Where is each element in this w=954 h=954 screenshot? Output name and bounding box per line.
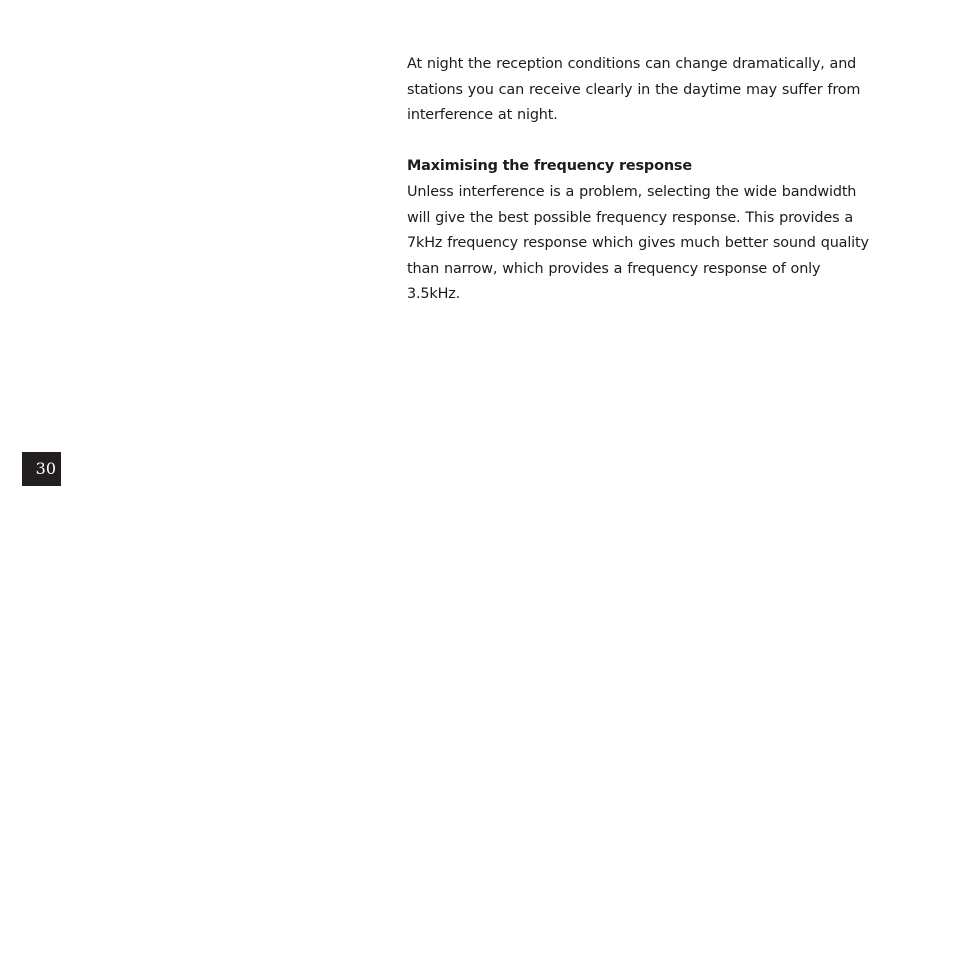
section-body: Unless interference is a problem, selecting the wide bandwidth will give the best possible frequency response. This provides a 7kHz frequency response which gives much better sound quality than narrow, which provides a frequency response of only 3.5kHz. [407, 183, 869, 303]
main-text-column [407, 52, 877, 308]
section-heading: Maximising the frequency response [407, 158, 692, 175]
frequency-response-section [407, 154, 877, 308]
page-number: 30 [22, 452, 61, 486]
intro-paragraph: At night the reception conditions can change dramatically, and stations you can receive clearly in the daytime may suffer from interference at night. [407, 56, 861, 124]
